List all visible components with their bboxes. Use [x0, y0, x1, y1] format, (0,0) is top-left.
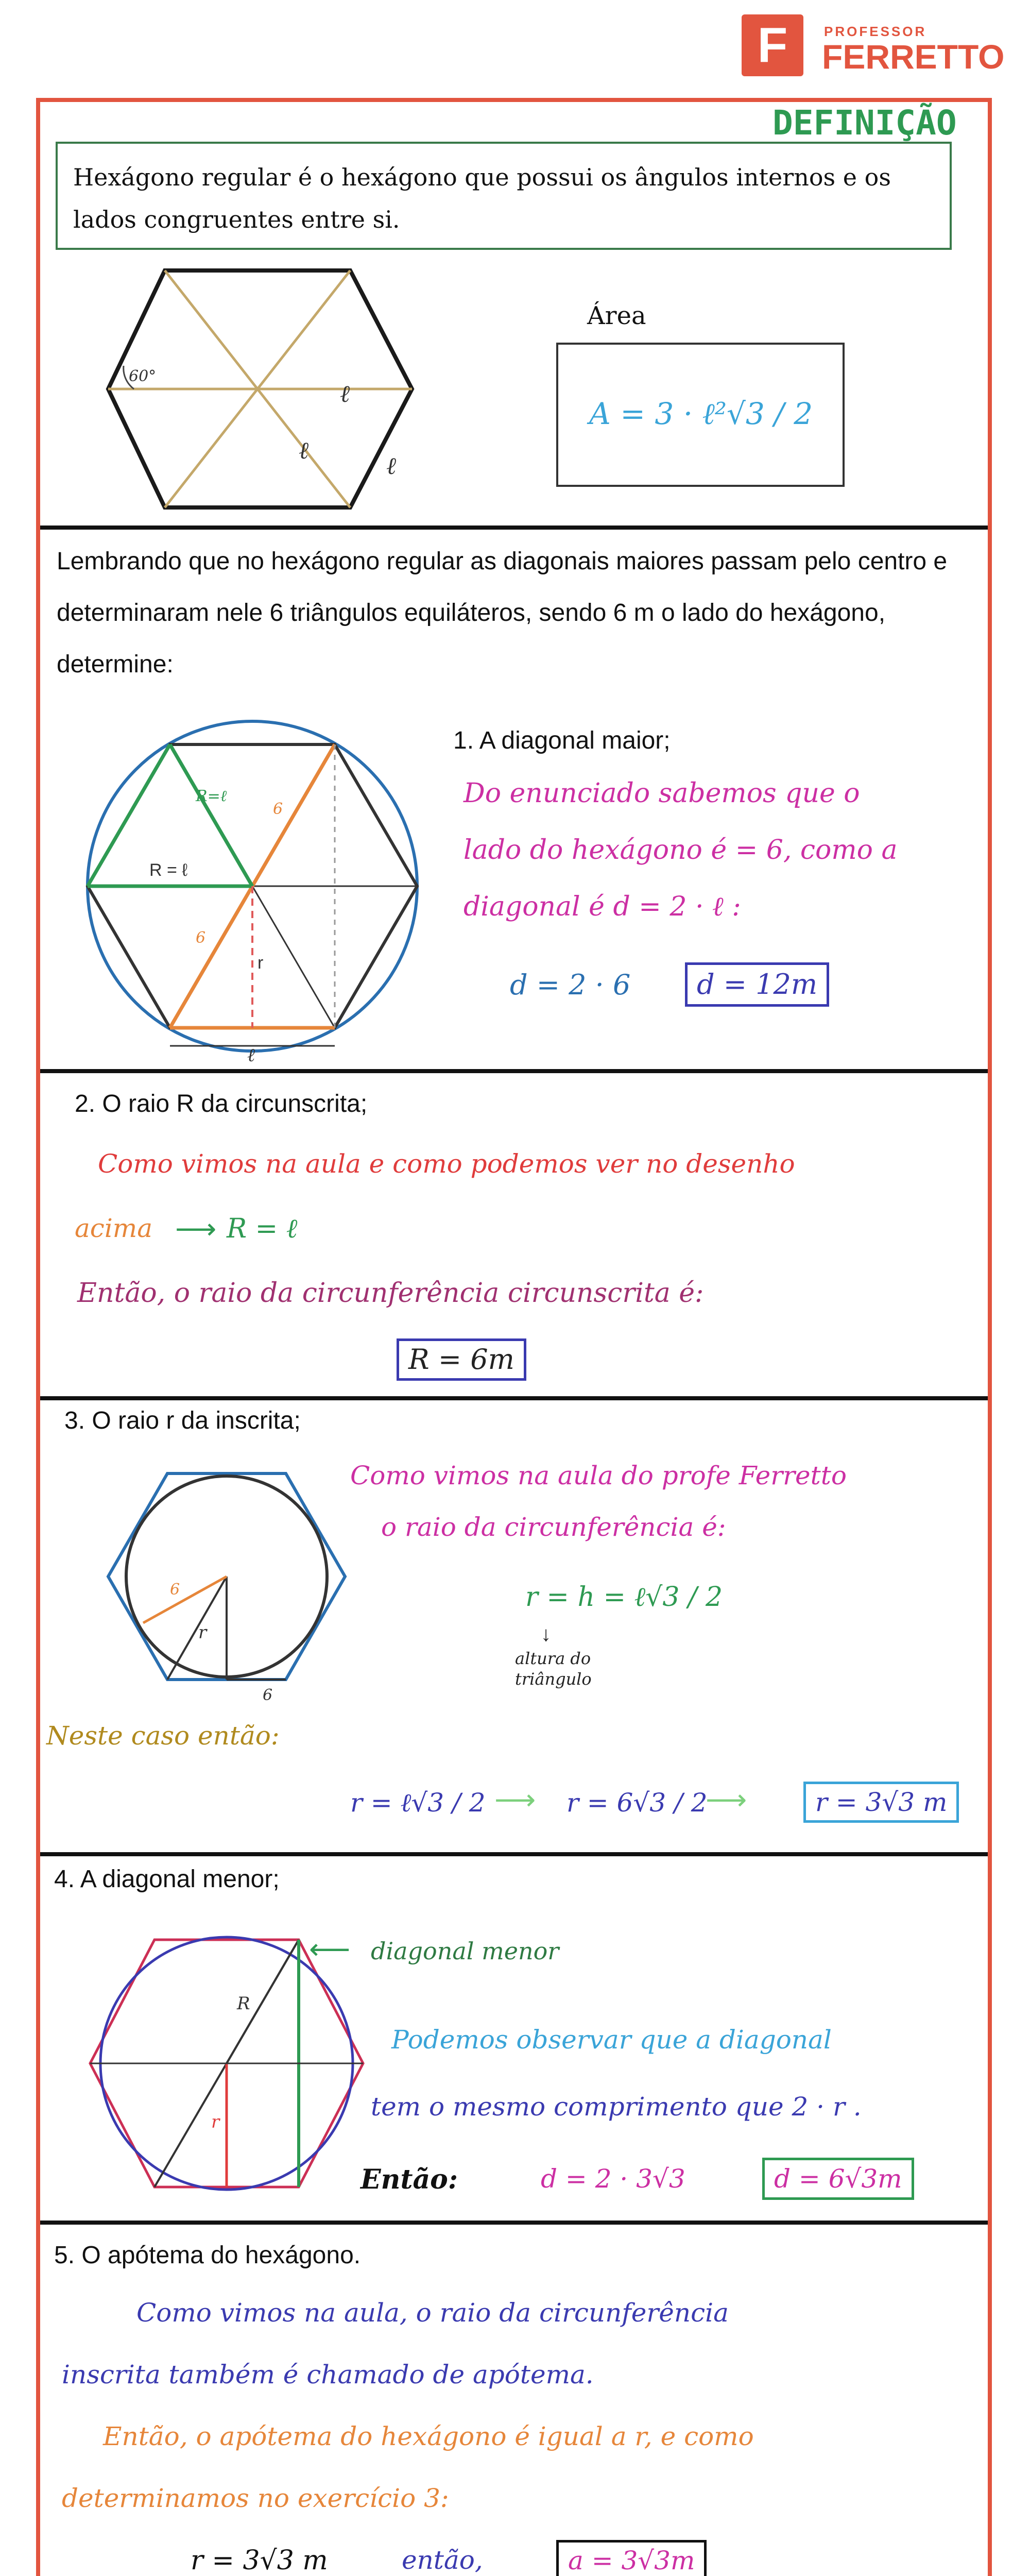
- q1-R-eq: R = ℓ: [149, 860, 188, 880]
- q1-six-1: 6: [273, 800, 283, 818]
- intro-text: Lembrando que no hexágono regular as diagonais maiores passam pelo centro e determinaram nele 6 triângulos equiláteros, sendo 6 m o lado do hexágono, determine:: [57, 548, 948, 678]
- q5-line-1: Como vimos na aula, o raio da circunferência: [136, 2298, 729, 2328]
- q1-rl: R=ℓ: [196, 787, 227, 805]
- page-title: DEFINIÇÃO: [772, 103, 957, 143]
- q1-line-1: Do enunciado sabemos que o: [464, 778, 860, 809]
- q1-r: r: [258, 953, 264, 973]
- definition-box: [56, 142, 952, 250]
- q4-figure: [82, 1932, 371, 2200]
- q3-six-1: 6: [170, 1581, 180, 1599]
- q3-note-2: triângulo: [515, 1669, 592, 1689]
- hexagon-figure: [103, 263, 433, 515]
- side-label-3: ℓ: [386, 452, 397, 480]
- q3-line-1: Como vimos na aula do profe Ferretto: [350, 1461, 847, 1490]
- q2-line-3: Então, o raio da circunferência circunscrita é:: [77, 1278, 704, 1309]
- q2-line-1: Como vimos na aula e como podemos ver no desenho: [98, 1149, 795, 1179]
- q1-l: ℓ: [247, 1045, 255, 1066]
- q2-answer: R = 6m: [397, 1338, 526, 1381]
- q3-step-1: r = ℓ√3 / 2: [350, 1788, 486, 1818]
- q4-question: 4. A diagonal menor;: [54, 1866, 280, 1893]
- q4-arrow: ⟵: [309, 1933, 351, 1965]
- q1-line-3: diagonal é d = 2 · ℓ :: [464, 891, 741, 922]
- q4-answer: d = 6√3m: [762, 2158, 914, 2200]
- q4-line-2: tem o mesmo comprimento que 2 · r .: [371, 2092, 862, 2122]
- brand-small: PROFESSOR: [824, 24, 927, 39]
- q5-question: 5. O apótema do hexágono.: [54, 2242, 361, 2269]
- brand-name: FERRETTO: [822, 38, 1005, 76]
- down-arrow-icon: ↓: [541, 1623, 551, 1646]
- q3-arrow-2: ⟶: [706, 1783, 747, 1816]
- area-box: [556, 343, 845, 487]
- q4-r: r: [211, 2112, 220, 2132]
- area-label: Área: [587, 301, 646, 330]
- q5-calc: r = 3√3 m: [191, 2545, 328, 2576]
- q1-calc: d = 2 · 6: [510, 969, 631, 1001]
- divider-4: [40, 1852, 988, 1856]
- divider-1: [40, 526, 988, 530]
- q4-line-1: Podemos observar que a diagonal: [391, 2025, 832, 2055]
- divider-3: [40, 1396, 988, 1400]
- q3-note-1: altura do: [515, 1649, 591, 1668]
- q2-line-2: acima: [75, 1213, 153, 1243]
- q2-question: 2. O raio R da circunscrita;: [75, 1090, 368, 1117]
- q4-calc: d = 2 · 3√3: [541, 2164, 685, 2194]
- q1-six-2: 6: [196, 929, 206, 947]
- side-label-2: ℓ: [299, 436, 309, 464]
- definition-text: Hexágono regular é o hexágono que possui os ângulos internos e os lados congruentes entre si.: [73, 163, 891, 233]
- side-label-1: ℓ: [340, 380, 350, 408]
- q3-step-2: r = 6√3 / 2: [566, 1788, 708, 1818]
- q3-answer: r = 3√3 m: [803, 1782, 959, 1823]
- q4-label: diagonal menor: [371, 1937, 559, 1965]
- q5-answer: a = 3√3m: [556, 2540, 707, 2576]
- q1-figure: [67, 716, 453, 1066]
- divider-2: [40, 1069, 988, 1073]
- q4-entao: Então:: [360, 2164, 458, 2195]
- q1-question: 1. A diagonal maior;: [453, 727, 671, 754]
- logo-letter: F: [757, 18, 788, 73]
- q3-r: r: [198, 1622, 207, 1643]
- q3-arrow-1: ⟶: [494, 1783, 536, 1816]
- q5-entao: então,: [402, 2545, 483, 2575]
- q3-line-2: o raio da circunferência é:: [381, 1512, 726, 1542]
- arrow-icon: ⟶: [175, 1212, 217, 1245]
- q1-line-2: lado do hexágono é = 6, como a: [464, 835, 898, 866]
- q5-line-4: determinamos no exercício 3:: [62, 2483, 449, 2513]
- brand-logo: [742, 14, 803, 76]
- q3-figure: [98, 1468, 355, 1705]
- q4-R: R: [237, 1993, 250, 2014]
- q2-line-2b: R = ℓ: [227, 1213, 298, 1244]
- q5-line-2: inscrita também é chamado de apótema.: [62, 2360, 594, 2389]
- divider-5: [40, 2221, 988, 2225]
- q3-formula: r = h = ℓ√3 / 2: [525, 1582, 723, 1613]
- q3-question: 3. O raio r da inscrita;: [64, 1407, 301, 1434]
- q3-line-3: Neste caso então:: [46, 1721, 280, 1751]
- area-formula: A = 3 · ℓ²√3 / 2: [589, 396, 813, 431]
- q3-six-2: 6: [263, 1686, 273, 1704]
- q5-line-3: Então, o apótema do hexágono é igual a r, e como: [103, 2421, 754, 2451]
- q1-answer: d = 12m: [685, 962, 829, 1007]
- angle-label: 60°: [129, 367, 157, 385]
